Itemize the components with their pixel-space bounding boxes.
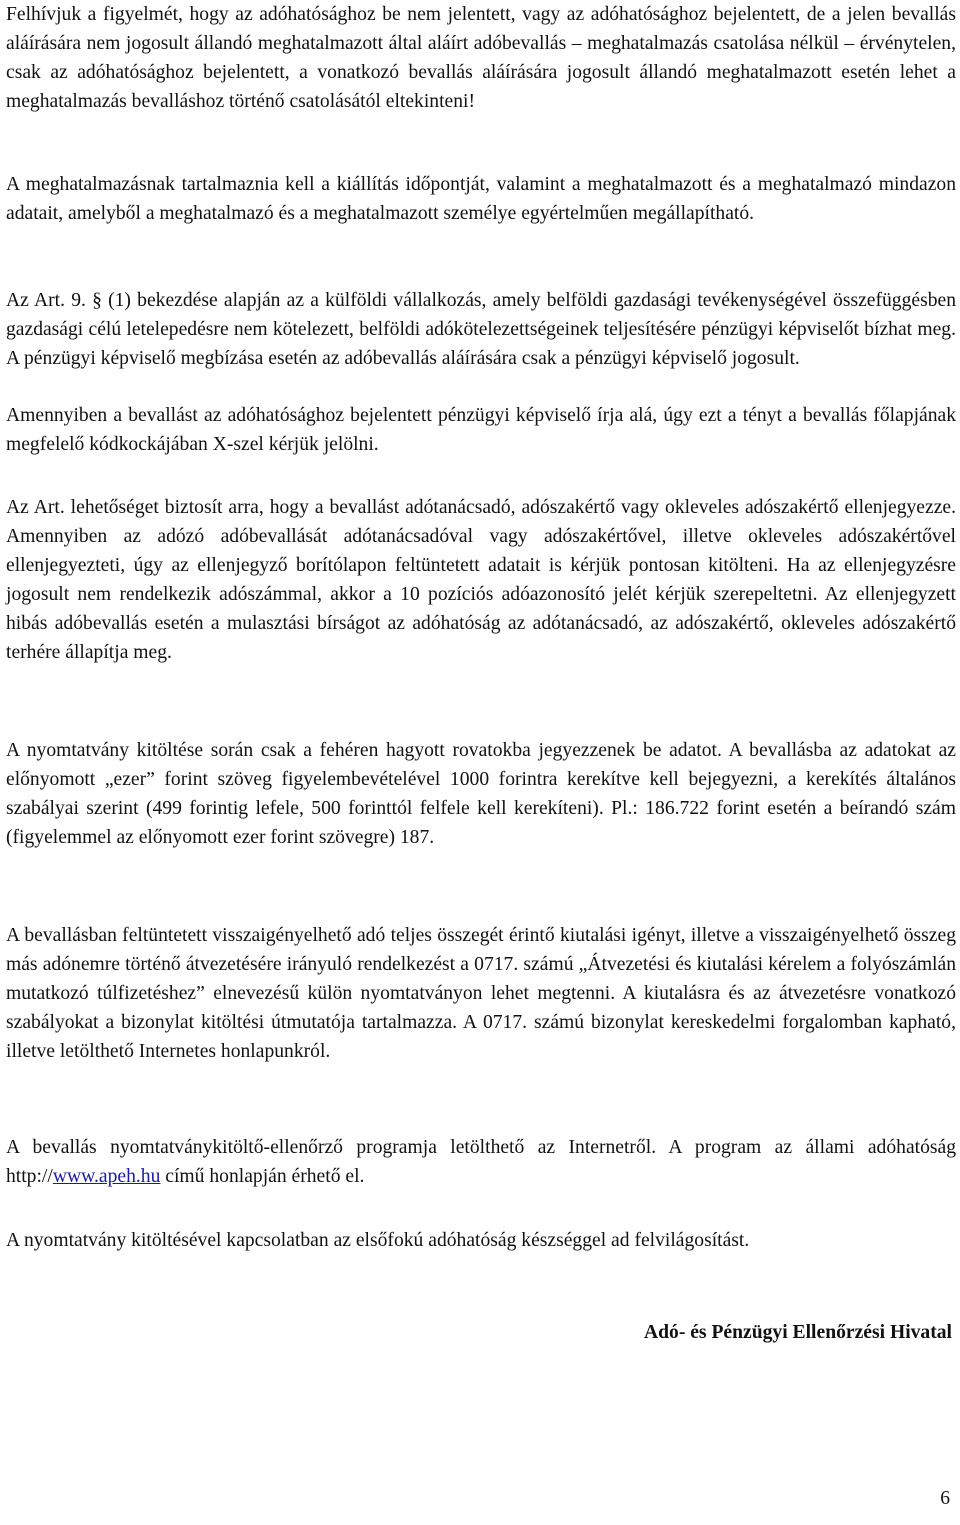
paragraph-financial-representative: Az Art. 9. § (1) bekezdése alapján az a külföldi vállalkozás, amely belföldi gazdasági tevékenységével összefüggésben gazdasági célú letelepedésre nem kötelezett, belföldi adókötelezettségeinek teljesítésére pénzügyi képviselőt bízhat meg. A pénzügyi képviselő megbízása esetén az adóbevallás aláírására csak a pénzügyi képviselő jogosult.: [6, 290, 956, 369]
download-text-before: A bevallás nyomtatványkitöltő-ellenőrző programja letölthető az Internetről. A program az állami adóhatóság http://: [6, 1137, 956, 1187]
apeh-website-link[interactable]: www.apeh.hu: [52, 1166, 161, 1187]
download-text-after: című honlapján érhető el.: [160, 1166, 365, 1187]
paragraph-representative-signing: Amennyiben a bevallást az adóhatósághoz bejelentett pénzügyi képviselő írja alá, úgy ezt a tényt a bevallás főlapjának megfelelő kódkockájában X-szel kérjük jelölni.: [6, 405, 956, 455]
issuer-signature: Adó- és Pénzügyi Ellenőrzési Hivatal: [643, 1322, 952, 1343]
paragraph-form-filling-rounding: A nyomtatvány kitöltése során csak a fehéren hagyott rovatokba jegyezzenek be adatot. A bevallásba az adatokat az előnyomott „ezer” forint szöveg figyelembevételével 1000 forintra kerekítve kell bejegyezni, a kerekítés általános szabályai szerint (499 forintig lefele, 500 forinttól felfele kell kerekíteni). Pl.: 186.722 forint esetén a beírandó szám (figyelemmel az előnyomott ezer forint szövegre) 187.: [6, 740, 956, 848]
paragraph-authorization-notice: Felhívjuk a figyelmét, hogy az adóhatósághoz be nem jelentett, vagy az adóhatósághoz bejelentett, de a jelen bevallás aláírására nem jogosult állandó meghatalmazott által aláírt adóbevallás – meghatalmazás csatolása nélkül – érvénytelen, csak az adóhatósághoz bejelentett, a vonatkozó bevallás aláírására jogosult állandó meghatalmazott esetén lehet a meghatalmazás bevalláshoz történő csatolásától eltekinteni!: [6, 4, 956, 112]
paragraph-download-program: [6, 1133, 956, 1191]
page-number: 6: [940, 1488, 950, 1509]
paragraph-information-contact: A nyomtatvány kitöltésével kapcsolatban az elsőfokú adóhatóság készséggel ad felvilágosítást.: [6, 1230, 750, 1251]
paragraph-authorization-content: A meghatalmazásnak tartalmaznia kell a kiállítás időpontját, valamint a meghatalmazott és a meghatalmazó mindazon adatait, amelyből a meghatalmazó és a meghatalmazott személye egyértelműen megállapítható.: [6, 174, 956, 224]
paragraph-refund-transfer: A bevallásban feltüntetett visszaigényelhető adó teljes összegét érintő kiutalási igényt, illetve a visszaigényelhető összeg más adónemre történő átvezetésére irányuló rendelkezést a 0717. számú „Átvezetési és kiutalási kérelem a folyószámlán mutatkozó túlfizetéshez” elnevezésű külön nyomtatványon lehet megtenni. A kiutalásra és az átvezetésre vonatkozó szabályokat a bizonylat kitöltési útmutatója tartalmazza. A 0717. számú bizonylat kereskedelmi forgalomban kapható, illetve letölthető Internetes honlapunkról.: [6, 925, 956, 1062]
paragraph-countersignature: Az Art. lehetőséget biztosít arra, hogy a bevallást adótanácsadó, adószakértő vagy okleveles adószakértő ellenjegyezze. Amennyiben az adózó adóbevallását adótanácsadóval vagy adószakértővel, illetve okleveles adószakértővel ellenjegyezteti, úgy az ellenjegyző borítólapon feltüntetett adatait is kérjük pontosan kitölteni. Ha az ellenjegyzésre jogosult nem rendelkezik adószámmal, akkor a 10 pozíciós adóazonosító jelét kérjük szerepeltetni. Az ellenjegyzett hibás adóbevallás esetén a mulasztási bírságot az adóhatóság az adótanácsadó, az adószakértő, okleveles adószakértő terhére állapítja meg.: [6, 497, 956, 663]
